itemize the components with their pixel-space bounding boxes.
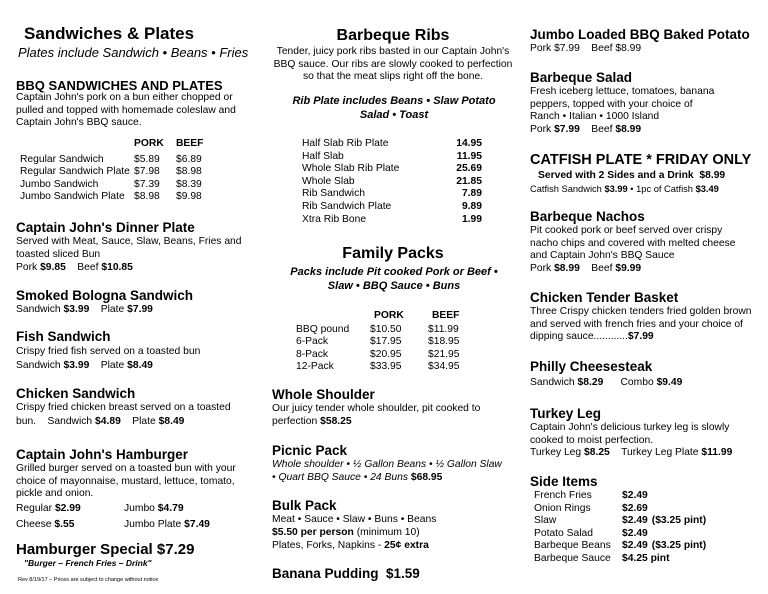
table-row: 12-Pack $33.95 $34.95 bbox=[296, 361, 460, 373]
bbq-description: Captain John's pork on a bun either chopped or pulled and topped with homemade coleslaw and Captain John's BBQ sauce. bbox=[16, 92, 236, 129]
hamburger-special-note: "Burger – French Fries – Drink" bbox=[24, 558, 152, 568]
dinner-plate-description: Served with Meat, Sauce, Slaw, Beans, Fries and toasted sliced Bun bbox=[16, 236, 242, 260]
bologna-heading: Smoked Bologna Sandwich bbox=[16, 288, 194, 303]
bbq-price-table bbox=[14, 138, 254, 204]
tender-basket-price: dipping sauce............$7.99 bbox=[530, 331, 654, 342]
table-row: Barbeque Sauce $4.25 pint bbox=[534, 552, 670, 564]
bbq-salad-heading: Barbeque Salad bbox=[530, 70, 633, 85]
picnic-pack-line2: • Quart BBQ Sauce • 24 Buns $68.95 bbox=[272, 472, 443, 483]
chicken-prices: bun. Sandwich $4.89 Plate $8.49 bbox=[16, 416, 185, 427]
pork-column-header: PORK bbox=[134, 138, 164, 149]
hamburger-special-heading: Hamburger Special $7.29 bbox=[16, 541, 195, 558]
table-row: Half Slab Rib Plate 14.95 bbox=[302, 138, 482, 149]
chicken-description: Crispy fried chicken breast served on a toasted bbox=[16, 402, 231, 413]
bbq-heading: BBQ SANDWICHES AND PLATES bbox=[16, 78, 223, 93]
table-row: Regular Sandwich $5.89 $6.89 bbox=[20, 153, 202, 165]
beef-column-header: BEEF bbox=[432, 310, 460, 321]
bulk-pack-line1: Meat • Sauce • Slaw • Buns • Beans bbox=[272, 514, 437, 525]
hamburger-prices: Regular $2.99 Jumbo $4.79 Cheese $.55 Jumbo Plate $7.49 bbox=[16, 503, 210, 530]
hamburger-description: Grilled burger served on a toasted bun with your choice of mayonnaise, mustard, lettuce, tomato, pickle and onion. bbox=[16, 463, 236, 500]
banana-pudding-heading: Banana Pudding $1.59 bbox=[272, 566, 420, 581]
catfish-heading: CATFISH PLATE * FRIDAY ONLY bbox=[530, 152, 752, 168]
whole-shoulder-description: Our juicy tender whole shoulder, pit cooked to perfection $58.25 bbox=[272, 403, 481, 427]
hamburger-heading: Captain John's Hamburger bbox=[16, 447, 188, 462]
potato-prices: Pork $7.99 Beef $8.99 bbox=[530, 43, 642, 54]
table-row: Xtra Rib Bone 1.99 bbox=[302, 213, 482, 225]
nachos-heading: Barbeque Nachos bbox=[530, 209, 645, 224]
table-row: 8-Pack $20.95 $21.95 bbox=[296, 348, 460, 360]
family-table-header bbox=[374, 310, 506, 323]
tender-basket-description: Three Crispy chicken tenders fried golden brown and served with french fries and your choice of bbox=[530, 306, 752, 330]
bbq-salad-description: Fresh iceberg lettuce, tomatoes, banana peppers, topped with your choice of bbox=[530, 86, 715, 110]
catfish-sandwich-line: Catfish Sandwich $3.99 • 1pc of Catfish $3.49 bbox=[530, 184, 719, 194]
philly-prices: Sandwich $8.29 Combo $9.49 bbox=[530, 377, 683, 388]
ribs-price-table bbox=[302, 138, 492, 226]
whole-shoulder-heading: Whole Shoulder bbox=[272, 387, 375, 402]
rib-plate-note: Rib Plate includes Beans • Slaw Potato Salad • Toast bbox=[292, 95, 496, 121]
bulk-pack-line2: $5.50 per person (minimum 10) bbox=[272, 527, 420, 538]
family-packs-note: Packs include Pit cooked Pork or Beef • Slaw • BBQ Sauce • Buns bbox=[290, 266, 498, 292]
fish-description: Crispy fried fish served on a toasted bun bbox=[16, 346, 201, 357]
catfish-served-line: Served with 2 Sides and a Drink $8.99 bbox=[538, 170, 726, 181]
nachos-prices: Pork $8.99 Beef $9.99 bbox=[530, 263, 642, 274]
bbq-salad-dressings: Ranch • Italian • 1000 Island bbox=[530, 111, 660, 122]
table-row: Regular Sandwich Plate $7.98 $8.98 bbox=[20, 166, 202, 178]
chicken-heading: Chicken Sandwich bbox=[16, 386, 136, 401]
picnic-pack-heading: Picnic Pack bbox=[272, 443, 348, 458]
family-packs-table bbox=[296, 310, 506, 374]
fish-heading: Fish Sandwich bbox=[16, 329, 111, 344]
pork-column-header: PORK bbox=[374, 310, 404, 321]
table-row: BBQ pound $10.50 $11.99 bbox=[296, 323, 459, 335]
bbq-salad-prices: Pork $7.99 Beef $8.99 bbox=[530, 124, 642, 135]
turkey-leg-description: Captain John's delicious turkey leg is slowly cooked to moist perfection. bbox=[530, 422, 730, 446]
bulk-pack-line3: Plates, Forks, Napkins - 25¢ extra bbox=[272, 540, 429, 551]
ribs-title: Barbeque Ribs bbox=[336, 27, 450, 44]
sandwiches-subtitle: Plates include Sandwich • Beans • Fries bbox=[18, 45, 249, 60]
table-row: Slaw $2.49 ($3.25 pint) bbox=[534, 515, 707, 527]
table-row: Jumbo Sandwich $7.39 $8.39 bbox=[20, 178, 202, 190]
philly-heading: Philly Cheesesteak bbox=[530, 359, 653, 374]
beef-column-header: BEEF bbox=[176, 138, 204, 149]
dinner-plate-prices: Pork $9.85 Beef $10.85 bbox=[16, 262, 133, 273]
table-row: Potato Salad $2.49 bbox=[534, 527, 648, 539]
potato-heading: Jumbo Loaded BBQ Baked Potato bbox=[530, 27, 750, 42]
table-row: Rib Sandwich 7.89 bbox=[302, 188, 482, 200]
turkey-leg-heading: Turkey Leg bbox=[530, 406, 602, 421]
table-row: Onion Rings $2.69 bbox=[534, 502, 648, 514]
table-row: Whole Slab 21.85 bbox=[302, 175, 482, 187]
bbq-table-header bbox=[134, 138, 254, 151]
table-row: French Fries $2.49 bbox=[534, 490, 648, 501]
bulk-pack-heading: Bulk Pack bbox=[272, 498, 337, 513]
table-row: Jumbo Sandwich Plate $8.98 $9.98 bbox=[20, 191, 202, 203]
ribs-description: Tender, juicy pork ribs basted in our Captain John's BBQ sauce. Our ribs are slowly cooked to perfection so that the meat slips right off the bone. bbox=[273, 46, 513, 83]
sandwiches-title: Sandwiches & Plates bbox=[24, 24, 195, 43]
table-row: 6-Pack $17.95 $18.95 bbox=[296, 336, 460, 348]
table-row: Half Slab 11.95 bbox=[302, 150, 482, 162]
nachos-description: Pit cooked pork or beef served over crispy nacho chips and covered with melted cheese and Captain John's BBQ Sauce bbox=[530, 225, 736, 262]
bologna-prices: Sandwich $3.99 Plate $7.99 bbox=[16, 304, 153, 315]
table-row: Barbeque Beans $2.49 ($3.25 pint) bbox=[534, 540, 707, 552]
dinner-plate-heading: Captain John's Dinner Plate bbox=[16, 220, 195, 235]
turkey-leg-prices: Turkey Leg $8.25 Turkey Leg Plate $11.99 bbox=[530, 447, 733, 458]
family-packs-title: Family Packs bbox=[342, 245, 444, 262]
tender-basket-heading: Chicken Tender Basket bbox=[530, 290, 679, 305]
table-row: Rib Sandwich Plate 9.89 bbox=[302, 200, 482, 212]
side-items-table bbox=[534, 490, 754, 566]
fish-prices: Sandwich $3.99 Plate $8.49 bbox=[16, 360, 153, 371]
table-row: Whole Slab Rib Plate 25.69 bbox=[302, 163, 482, 175]
picnic-pack-line1: Whole shoulder • ½ Gallon Beans • ½ Gallon Slaw bbox=[272, 459, 502, 470]
side-items-heading: Side Items bbox=[530, 474, 598, 489]
revision-footer: Rev 8/19/17 – Prices are subject to change without notice bbox=[18, 577, 159, 583]
